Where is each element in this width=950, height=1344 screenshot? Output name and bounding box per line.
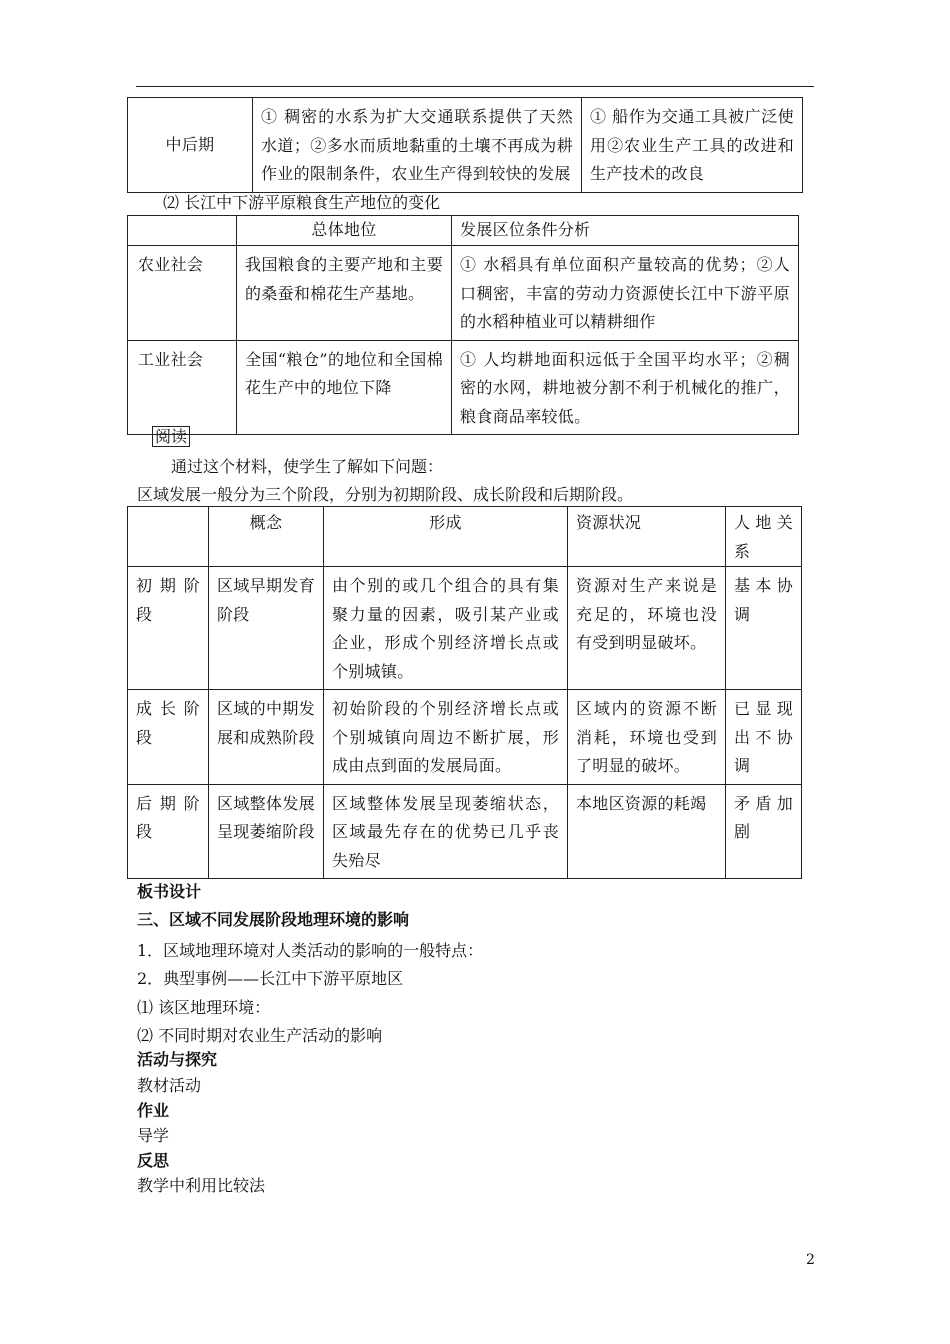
table1-col2-text: ① 稠密的水系为扩大交通联系提供了天然水道；②多水而质地黏重的土壤不再成为耕作业的限制条件，农业生产得到较快的发展 — [261, 107, 573, 183]
table3-relation-text: 矛盾加剧 — [734, 793, 793, 841]
table3-relation-text: 已显现出不协调 — [734, 699, 793, 775]
table3-stage — [128, 784, 209, 879]
board-sub-2: ⑵ 不同时期对农业生产活动的影响 — [137, 1026, 383, 1045]
table2-row-label — [128, 246, 237, 341]
table3-resources — [568, 784, 726, 879]
table1-row-label: 中后期 — [128, 98, 253, 193]
table3-header-relation — [726, 507, 802, 567]
table1-col3-text: ① 船作为交通工具被广泛使用②农业生产工具的改进和生产技术的改良 — [590, 107, 794, 183]
table3-stage — [128, 567, 209, 690]
table2-header-analysis-text: 发展区位条件分析 — [460, 220, 591, 239]
table3-resources-text: 本地区资源的耗竭 — [576, 793, 707, 813]
reading-intro: 通过这个材料，使学生了解如下问题： — [171, 457, 444, 476]
table2-row-status — [237, 246, 452, 341]
table2-row-status — [237, 340, 452, 435]
table3-header-relation-text: 人地关系 — [734, 513, 793, 561]
table3-stage-text: 成长阶段 — [136, 699, 200, 747]
reflection-title: 反思 — [137, 1151, 170, 1170]
board-heading: 三、区域不同发展阶段地理环境的影响 — [137, 910, 410, 929]
table2-row-status-text: 我国粮食的主要产地和主要的桑蚕和棉花生产基地。 — [245, 255, 443, 303]
table3-formation-text: 区域整体发展呈现萎缩状态，区域最先存在的优势已几乎丧失殆尽 — [332, 793, 559, 870]
activity-title: 活动与探究 — [137, 1050, 218, 1069]
table3-header-empty — [128, 507, 209, 567]
table3-header-concept-text: 概念 — [249, 513, 283, 532]
table3-concept — [209, 567, 324, 690]
board-item-2: 2．典型事例——长江中下游平原地区 — [137, 969, 404, 988]
homework-title: 作业 — [137, 1101, 170, 1120]
table3-concept-text: 区域整体发展呈现萎缩阶段 — [217, 793, 315, 841]
page-number: 2 — [806, 1252, 815, 1268]
reflection-text: 教学中利用比较法 — [137, 1176, 266, 1195]
reading-label-text: 阅读 — [152, 426, 190, 447]
table3-header-formation-text: 形成 — [429, 513, 462, 532]
table-stage-mid-late — [127, 97, 803, 193]
board-sub-1: ⑴ 该区地理环境： — [137, 998, 271, 1017]
table3-formation — [324, 784, 568, 879]
table3-concept — [209, 690, 324, 785]
table2-row-analysis — [452, 246, 799, 341]
table3-formation — [324, 690, 568, 785]
table3-stage-text: 后期阶段 — [136, 793, 200, 841]
activity-text: 教材活动 — [137, 1076, 202, 1095]
table-grain-status — [127, 215, 799, 435]
table3-formation — [324, 567, 568, 690]
reading-label — [152, 424, 190, 447]
table3-resources — [568, 690, 726, 785]
table3-relation-text: 基本协调 — [734, 576, 793, 624]
stages-intro: 区域发展一般分为三个阶段，分别为初期阶段、成长阶段和后期阶段。 — [137, 485, 634, 504]
table3-relation — [726, 567, 802, 690]
table2-row-label — [128, 340, 237, 435]
table1-col3 — [582, 98, 803, 193]
homework-text: 导学 — [137, 1126, 170, 1145]
table2-row-label-text: 农业社会 — [138, 255, 204, 274]
table2-header-analysis — [452, 216, 799, 246]
table3-concept — [209, 784, 324, 879]
table3-resources — [568, 567, 726, 690]
table-development-stages — [127, 506, 802, 879]
table3-resources-text: 区域内的资源不断消耗，环境也受到了明显的破坏。 — [576, 699, 717, 775]
table3-relation — [726, 784, 802, 879]
table3-header-resources-text: 资源状况 — [576, 513, 642, 532]
table2-row-label-text: 工业社会 — [138, 349, 204, 369]
table2-header-status: 总体地位 — [237, 216, 452, 246]
table3-header-resources — [568, 507, 726, 567]
board-title: 板书设计 — [137, 882, 202, 901]
table3-stage — [128, 690, 209, 785]
table1-col2 — [253, 98, 582, 193]
table3-header-formation — [324, 507, 568, 567]
header-rule — [136, 86, 814, 87]
table3-resources-text: 资源对生产来说是充足的，环境也没有受到明显破坏。 — [576, 576, 717, 652]
table2-row-status-text: 全国“粮仓”的地位和全国棉花生产中的地位下降 — [245, 349, 443, 397]
table3-stage-text: 初期阶段 — [136, 576, 200, 624]
table2-row-analysis-text: ① 人均耕地面积远低于全国平均水平；②稠密的水网，耕地被分割不利于机械化的推广，粮食商品率较低。 — [460, 349, 790, 426]
board-item-1: 1．区域地理环境对人类活动的影响的一般特点： — [137, 941, 484, 960]
table3-concept-text: 区域的中期发展和成熟阶段 — [217, 699, 315, 747]
table3-concept-text: 区域早期发育阶段 — [217, 576, 315, 624]
table3-formation-text: 由个别的或几个组合的具有集聚力量的因素，吸引某产业或企业，形成个别经济增长点或个别城镇。 — [332, 576, 559, 681]
section2-heading: ⑵ 长江中下游平原粮食生产地位的变化 — [163, 193, 441, 212]
table2-row-analysis-text: ① 水稻具有单位面积产量较高的优势；②人口稠密，丰富的劳动力资源使长江中下游平原的水稻种植业可以精耕细作 — [460, 255, 790, 331]
table3-formation-text: 初始阶段的个别经济增长点或个别城镇向周边不断扩展，形成由点到面的发展局面。 — [332, 699, 559, 775]
table2-header-empty — [128, 216, 237, 246]
table3-header-concept — [209, 507, 324, 567]
table2-row-analysis — [452, 340, 799, 435]
table3-relation — [726, 690, 802, 785]
